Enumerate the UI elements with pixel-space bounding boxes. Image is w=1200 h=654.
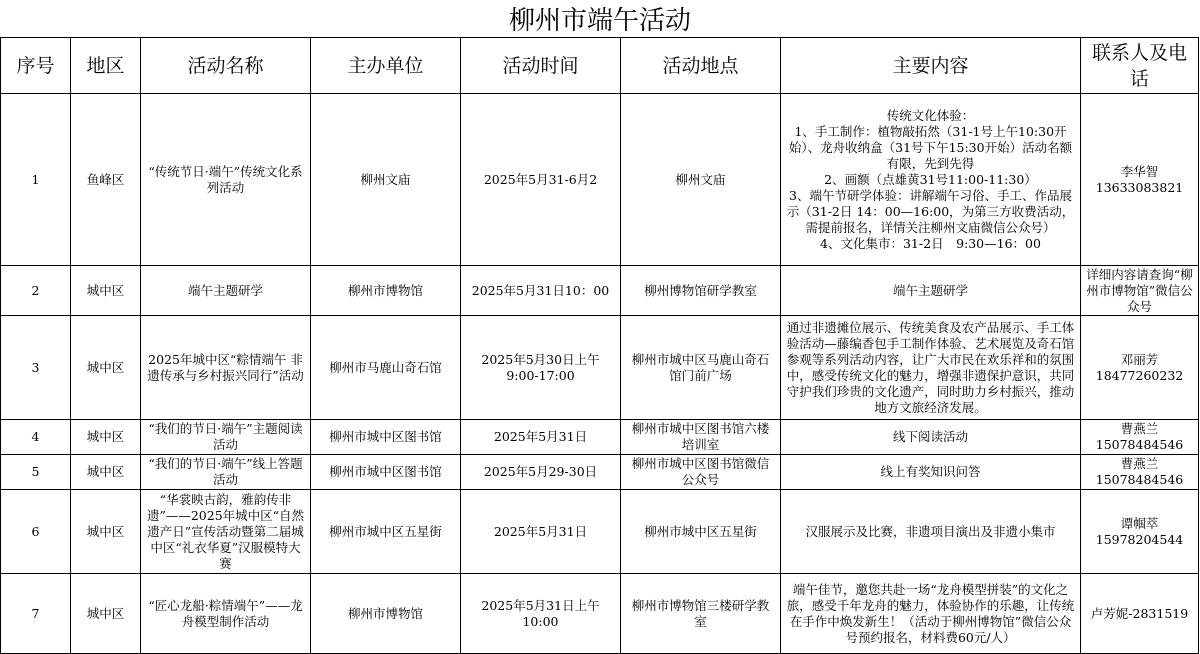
cell-time: 2025年5月31日	[461, 490, 621, 574]
cell-no: 7	[1, 574, 71, 654]
contact-phone: 15078484546	[1095, 472, 1184, 487]
cell-contact	[1081, 94, 1199, 266]
cell-content: 端午佳节，邀您共赴一场“龙舟模型拼装”的文化之旅，感受千年龙舟的魅力，体验协作的乐趣，让传统在手作中焕发新生！（活动于柳州博物馆”微信公众号预约报名，材料费60元/人）	[781, 574, 1081, 654]
cell-time: 2025年5月31日	[461, 420, 621, 455]
cell-no: 3	[1, 316, 71, 420]
contact-name: 李华智	[1120, 163, 1159, 179]
header-row	[1, 38, 1199, 94]
header-contact: 联系人及电话	[1081, 38, 1199, 94]
cell-time: 2025年5月31日上午10:00	[461, 574, 621, 654]
cell-district: 城中区	[71, 266, 141, 316]
header-organizer: 主办单位	[311, 38, 461, 94]
content-line: 4、文化集市：31-2日 9:30—16：00	[820, 235, 1041, 251]
contact-name: 谭帼萃	[1120, 515, 1159, 531]
page-title: 柳州市端午活动	[508, 6, 691, 36]
contact-name: 曹燕兰	[1120, 456, 1159, 471]
contact-name: 邓丽芳	[1120, 351, 1159, 367]
cell-content: 通过非遗摊位展示、传统美食及农产品展示、手工体验活动—藤编香包手工制作体验、艺术展览及奇石馆参观等系列活动内容，让广大市民在欢乐祥和的氛围中，感受传统文化的魅力，增强非遗保护意识，共同守护我们珍贵的文化遗产，同时助力乡村振兴，推动地方文旅经济发展。	[781, 316, 1081, 420]
header-content: 主要内容	[781, 38, 1081, 94]
cell-name: “匠心龙船·粽情端午”——龙舟模型制作活动	[141, 574, 311, 654]
table-row	[1, 266, 1199, 316]
header-venue: 活动地点	[621, 38, 781, 94]
cell-organizer: 柳州市马鹿山奇石馆	[311, 316, 461, 420]
cell-time: 2025年5月29-30日	[461, 455, 621, 490]
cell-organizer: 柳州文庙	[311, 94, 461, 266]
cell-contact: 详细内容请查询“柳州市博物馆”微信公众号	[1081, 266, 1199, 316]
cell-venue: 柳州市城中区马鹿山奇石馆门前广场	[621, 316, 781, 420]
cell-contact: 卢芳妮-2831519	[1081, 574, 1199, 654]
cell-no: 4	[1, 420, 71, 455]
cell-organizer: 柳州市博物馆	[311, 574, 461, 654]
cell-name: “我们的节日·端午”主题阅读活动	[141, 420, 311, 455]
cell-district: 鱼峰区	[71, 94, 141, 266]
table-row	[1, 316, 1199, 420]
activity-table	[0, 37, 1199, 654]
header-district: 地区	[71, 38, 141, 94]
cell-venue: 柳州市博物馆三楼研学教室	[621, 574, 781, 654]
table-row	[1, 574, 1199, 654]
cell-organizer: 柳州市博物馆	[311, 266, 461, 316]
cell-content	[781, 94, 1081, 266]
contact-phone: 15978204544	[1095, 531, 1184, 547]
table-row	[1, 455, 1199, 490]
cell-content: 线上有奖知识问答	[781, 455, 1081, 490]
cell-no: 2	[1, 266, 71, 316]
cell-contact	[1081, 490, 1199, 574]
cell-district: 城中区	[71, 574, 141, 654]
content-line: 传统文化体验：	[886, 107, 975, 123]
contact-name: 曹燕兰	[1120, 421, 1159, 436]
cell-organizer: 柳州市城中区图书馆	[311, 455, 461, 490]
content-line: 3、端午节研学体验：讲解端午习俗、手工、作品展示（31-2日 14：00—16:00，为第三方收费活动，需提前报名，详情关注柳州文庙微信公众号）	[786, 187, 1075, 235]
cell-district: 城中区	[71, 316, 141, 420]
cell-venue: 柳州博物馆研学教室	[621, 266, 781, 316]
contact-phone: 15078484546	[1095, 437, 1184, 452]
cell-name: 2025年城中区“粽情端午 非遗传承与乡村振兴同行”活动	[141, 316, 311, 420]
cell-time: 2025年5月31日10：00	[461, 266, 621, 316]
content-line: 1、手工制作：植物敲拓然（31-1号上午10:30开始）、龙舟收纳盒（31号下午15:30开始）活动名额有限，先到先得	[788, 123, 1073, 171]
cell-district: 城中区	[71, 455, 141, 490]
cell-venue: 柳州市城中区图书馆微信公众号	[621, 455, 781, 490]
header-name: 活动名称	[141, 38, 311, 94]
cell-content: 汉服展示及比赛，非遗项目演出及非遗小集市	[781, 490, 1081, 574]
cell-no: 1	[1, 94, 71, 266]
cell-venue: 柳州市城中区图书馆六楼培训室	[621, 420, 781, 455]
cell-contact	[1081, 420, 1199, 455]
cell-time: 2025年5月31-6月2	[461, 94, 621, 266]
cell-organizer: 柳州市城中区图书馆	[311, 420, 461, 455]
cell-no: 5	[1, 455, 71, 490]
cell-organizer: 柳州市城中区五星街	[311, 490, 461, 574]
content-line: 2、画额（点雄黄31号11:00-11:30）	[824, 171, 1037, 187]
cell-name: “华裳映古韵，雅韵传非遗”——2025年城中区“自然遗产日”宣传活动暨第二届城中区“礼衣华夏”汉服模特大赛	[141, 490, 311, 574]
contact-phone: 18477260232	[1095, 367, 1184, 383]
cell-district: 城中区	[71, 420, 141, 455]
header-time: 活动时间	[461, 38, 621, 94]
cell-contact	[1081, 455, 1199, 490]
cell-no: 6	[1, 490, 71, 574]
cell-content: 线下阅读活动	[781, 420, 1081, 455]
cell-venue: 柳州文庙	[621, 94, 781, 266]
cell-content: 端午主题研学	[781, 266, 1081, 316]
cell-time: 2025年5月30日上午9:00-17:00	[461, 316, 621, 420]
cell-contact	[1081, 316, 1199, 420]
cell-venue: 柳州市城中区五星街	[621, 490, 781, 574]
header-no: 序号	[1, 38, 71, 94]
table-row	[1, 94, 1199, 266]
contact-phone: 13633083821	[1095, 179, 1184, 195]
cell-district: 城中区	[71, 490, 141, 574]
cell-name: 端午主题研学	[141, 266, 311, 316]
table-row	[1, 490, 1199, 574]
cell-name: “我们的节日·端午”线上答题活动	[141, 455, 311, 490]
table-row	[1, 420, 1199, 455]
cell-name: “传统节日·端午”传统文化系列活动	[141, 94, 311, 266]
